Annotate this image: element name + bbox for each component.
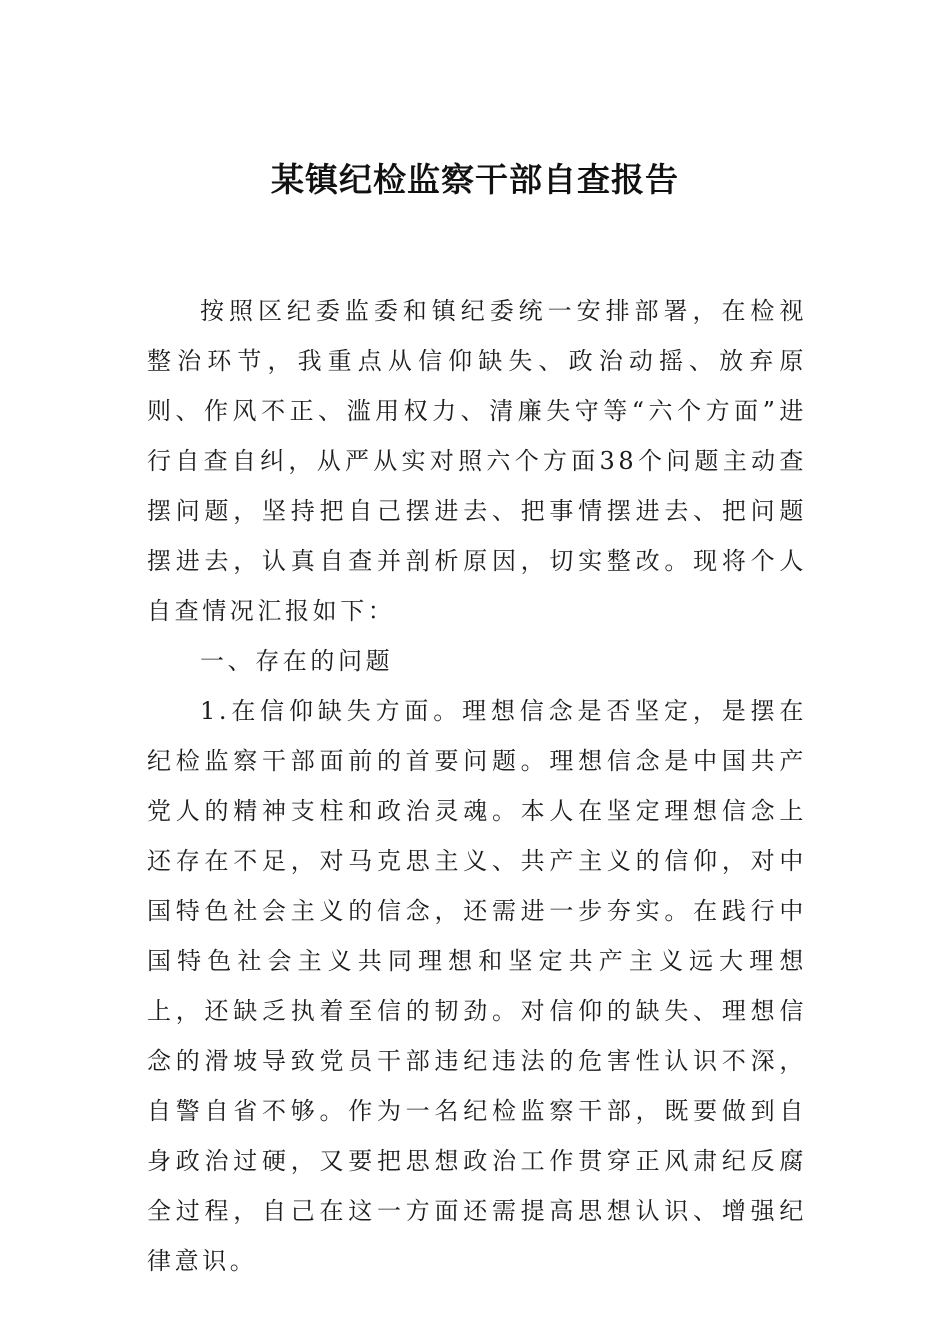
document-title: 某镇纪检监察干部自查报告	[271, 160, 679, 199]
intro-paragraph: 按照区纪委监委和镇纪委统一安排部署，在检视整治环节，我重点从信仰缺失、政治动摇、放弃原则、作风不正、滥用权力、清廉失守等“六个方面”进行自查自纠，从严从实对照六个方面38个问题主动查摆问题，坚持把自己摆进去、把事情摆进去、把问题摆进去，认真自查并剖析原因，切实整改。现将个人自查情况汇报如下：	[147, 297, 807, 625]
issue-paragraph: 1.在信仰缺失方面。理想信念是否坚定，是摆在纪检监察干部面前的首要问题。理想信念是中国共产党人的精神支柱和政治灵魂。本人在坚定理想信念上还存在不足，对马克思主义、共产主义的信仰，对中国特色社会主义的信念，还需进一步夯实。在践行中国特色社会主义共同理想和坚定共产主义远大理想上，还缺乏执着至信的韧劲。对信仰的缺失、理想信念的滑坡导致党员干部违纪违法的危害性认识不深，自警自省不够。作为一名纪检监察干部，既要做到自身政治过硬，又要把思想政治工作贯穿正风肃纪反腐全过程，自己在这一方面还需提高思想认识、增强纪律意识。	[147, 697, 807, 1275]
document-body	[147, 286, 807, 1286]
section-heading: 一、存在的问题	[200, 647, 394, 675]
